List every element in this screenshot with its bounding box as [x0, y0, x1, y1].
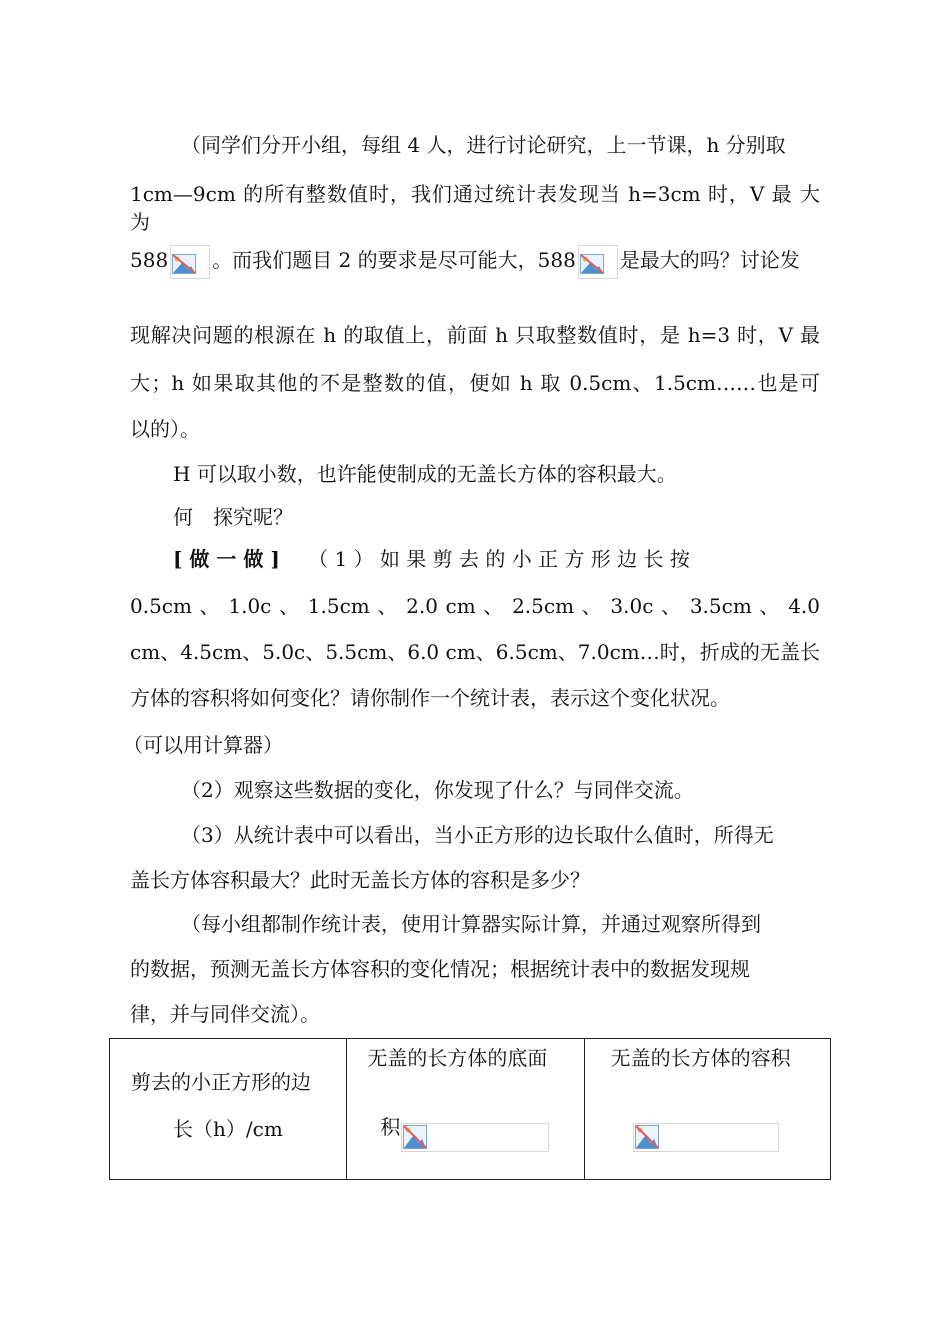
- broken-image-icon: [633, 1123, 779, 1152]
- para4-line2: 0.5cm 、 1.0c 、 1.5cm 、 2.0 cm 、 2.5cm 、 3.0c 、 3.5cm 、 4.0: [130, 594, 820, 618]
- para1-line5: 大；h 如果取其他的不是整数的值，便如 h 取 0.5cm、1.5cm……也是可: [130, 371, 820, 395]
- table-header-row: [110, 1039, 831, 1180]
- para1-line6: 以的）。: [130, 417, 200, 441]
- table-cell-side-length: [110, 1039, 347, 1180]
- para1-line3-mid: 。而我们题目 2 的要求是尽可能大，588: [212, 248, 576, 272]
- text-588-a: 588: [130, 248, 169, 272]
- table-cell-label: 长（h）/cm: [173, 1117, 283, 1141]
- table-cell-label: 无盖的长方体的底面: [367, 1046, 548, 1070]
- table-cell-volume: [584, 1039, 830, 1180]
- para7-line3: 律，并与同伴交流）。: [130, 1002, 320, 1026]
- table-cell-label: 积: [380, 1115, 401, 1139]
- para4-line1: [173, 545, 821, 573]
- para1-line1: （同学们分开小组，每组 4 人，进行讨论研究，上一节课，h 分别取: [181, 133, 786, 157]
- para4-line1-text: （ 1 ） 如 果 剪 去 的 小 正 方 形 边 长 按: [308, 547, 690, 571]
- para1-line4: 现解决问题的根源在 h 的取值上，前面 h 只取整数值时，是 h=3 时，V 最: [130, 323, 820, 347]
- para3: 何 探究呢？: [173, 505, 293, 529]
- para4-line4: 方体的容积将如何变化？请你制作一个统计表，表示这个变化状况。: [130, 686, 730, 710]
- broken-image-icon: [170, 245, 210, 279]
- broken-image-icon: [578, 245, 618, 279]
- table-cell-label: 无盖的长方体的容积: [610, 1046, 791, 1070]
- para1-line3-end: 是最大的吗？讨论发: [619, 248, 800, 272]
- table-cell-base-area: [347, 1039, 584, 1180]
- para6-line1: （3）从统计表中可以看出，当小正方形的边长取什么值时，所得无: [181, 823, 774, 847]
- do-it-heading: [ 做 一 做 ]: [173, 547, 280, 571]
- para7-line2: 的数据，预测无盖长方体容积的变化情况；根据统计表中的数据发现规: [130, 957, 750, 981]
- para4-line3: cm、4.5cm、5.0c、5.5cm、6.0 cm、6.5cm、7.0cm…时，折成的无盖长: [130, 640, 820, 664]
- para1-line2: 1cm—9cm 的所有整数值时，我们通过统计表发现当 h=3cm 时，V 最 大 为: [130, 182, 820, 234]
- para6-line2: 盖长方体容积最大？此时无盖长方体的容积是多少？: [130, 868, 590, 892]
- broken-image-icon: [401, 1123, 549, 1152]
- para7-line1: （每小组都制作统计表，使用计算器实际计算，并通过观察所得到: [181, 912, 761, 936]
- para2: H 可以取小数，也许能使制成的无盖长方体的容积最大。: [173, 462, 677, 486]
- table-cell-label: 剪去的小正方形的边: [131, 1070, 311, 1094]
- para4-line5: （可以用计算器）: [123, 733, 283, 757]
- statistics-table: [109, 1038, 831, 1180]
- para5: （2）观察这些数据的变化，你发现了什么？与同伴交流。: [181, 778, 694, 802]
- para1-line3: [130, 245, 820, 279]
